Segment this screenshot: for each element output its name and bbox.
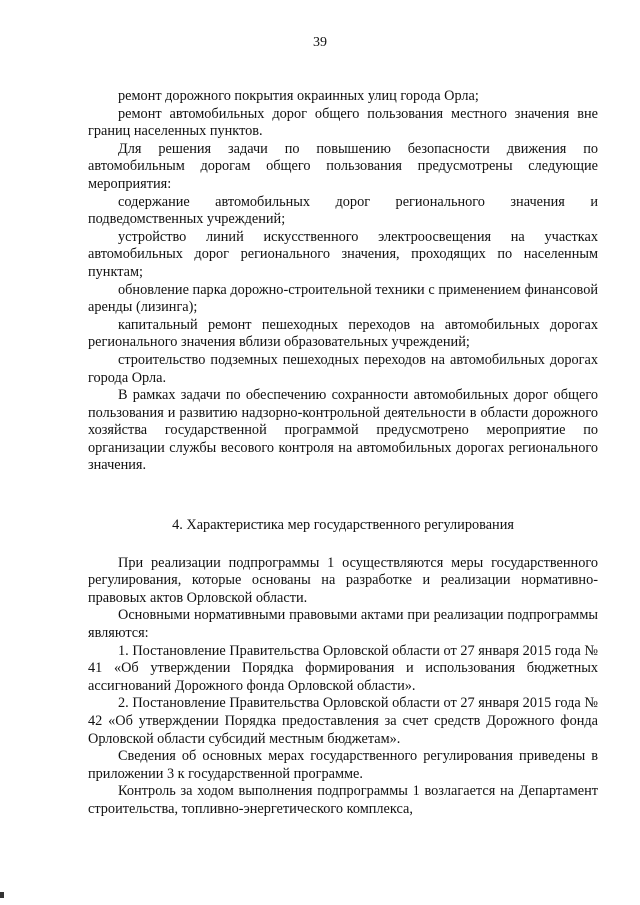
- paragraph: капитальный ремонт пешеходных переходов на автомобильных дорогах регионального значения вблизи образовательных учреждений;: [88, 316, 598, 351]
- paragraph: Основными нормативными правовыми актами при реализации подпрограммы являются:: [88, 607, 598, 642]
- document-body: [88, 88, 598, 819]
- paragraph: обновление парка дорожно-строительной техники с применением финансовой аренды (лизинга);: [88, 281, 598, 316]
- paragraph: Сведения об основных мерах государственного регулирования приведены в приложении 3 к государственной программе.: [88, 748, 598, 782]
- paragraph: ремонт дорожного покрытия окраинных улиц города Орла;: [118, 88, 479, 104]
- paragraph: строительство подземных пешеходных переходов на автомобильных дорогах города Орла.: [88, 351, 598, 386]
- paragraph: ремонт автомобильных дорог общего пользования местного значения вне границ населенных пунктов.: [88, 105, 598, 140]
- scan-edge-mark: [0, 892, 4, 898]
- paragraph: При реализации подпрограммы 1 осуществляются меры государственного регулирования, которые основаны на разработке и реализации нормативно-правовых актов Орловской области.: [88, 554, 598, 606]
- page-number: 39: [313, 35, 327, 50]
- paragraph: Контроль за ходом выполнения подпрограммы 1 возлагается на Департамент строительства, топливно-энергетического комплекса,: [88, 783, 598, 817]
- paragraph: устройство линий искусственного электроосвещения на участках автомобильных дорог регионального значения, проходящих по населенным пунктам;: [88, 228, 598, 280]
- paragraph: 2. Постановление Правительства Орловской области от 27 января 2015 года № 42 «Об утверждении Порядка предоставления за счет средств Дорожного фонда Орловской области субсидий местным бюджетам».: [88, 695, 598, 747]
- section-heading: 4. Характеристика мер государственного регулирования: [172, 517, 514, 534]
- paragraph: 1. Постановление Правительства Орловской области от 27 января 2015 года № 41 «Об утверждении Порядка формирования и использования бюджетных ассигнований Дорожного фонда Орловской области».: [88, 642, 598, 694]
- paragraph: Для решения задачи по повышению безопасности движения по автомобильным дорогам общего пользования предусмотрены следующие мероприятия:: [88, 140, 598, 192]
- paragraph: содержание автомобильных дорог регионального значения и подведомственных учреждений;: [88, 193, 598, 228]
- paragraph: В рамках задачи по обеспечению сохранности автомобильных дорог общего пользования и развитию надзорно-контрольной деятельности в области дорожного хозяйства государственной программой предусмотрено мероприятие по организации службы весового контроля на автомобильных дорогах регионального значения.: [88, 387, 598, 474]
